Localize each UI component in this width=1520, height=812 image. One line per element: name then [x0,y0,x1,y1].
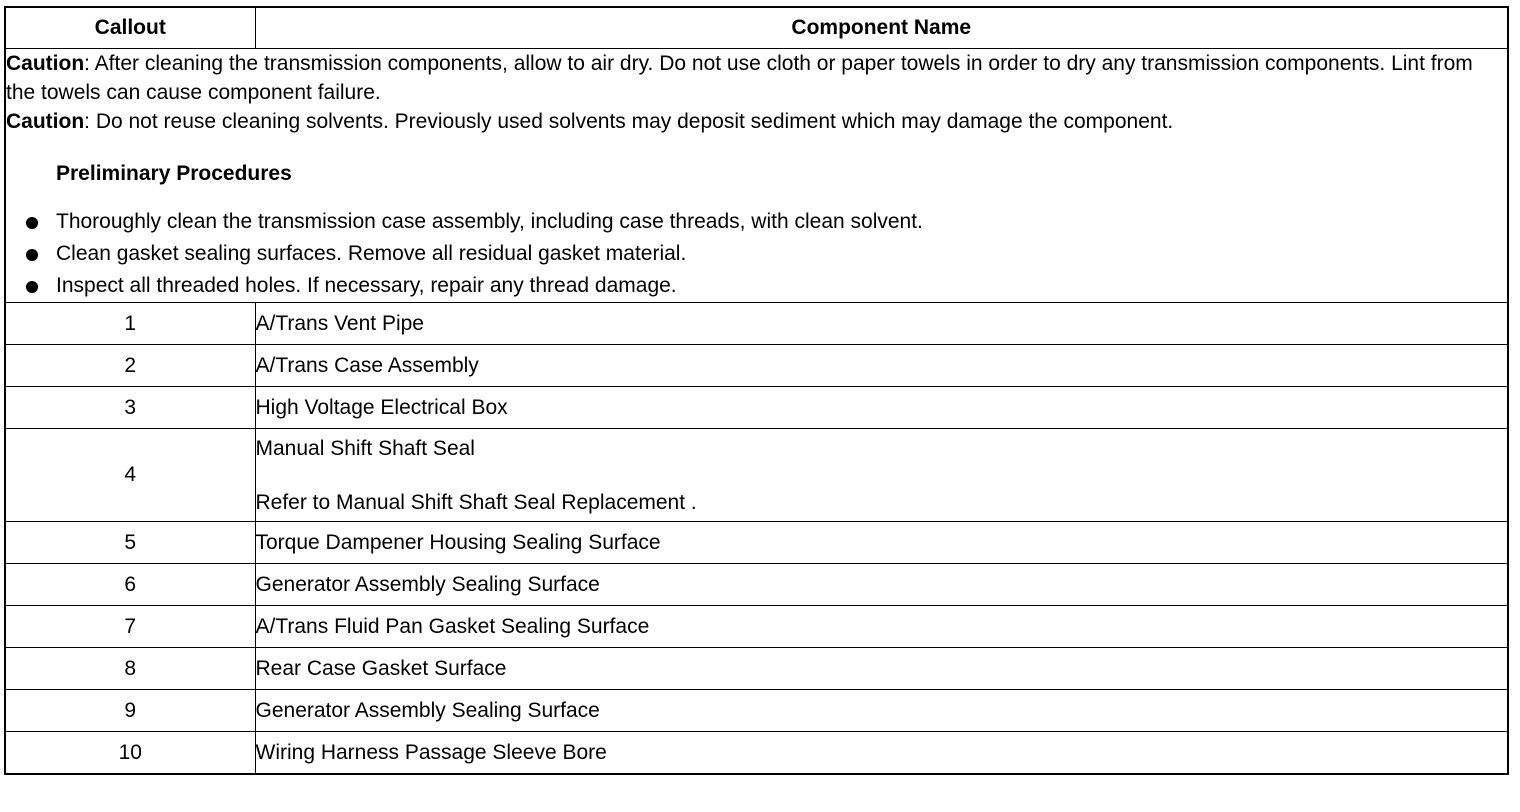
callout-cell: 7 [5,606,255,648]
table-row [5,429,1508,522]
component-name-cell: Rear Case Gasket Surface [255,648,1508,690]
callout-cell: 6 [5,564,255,606]
component-name-cell: A/Trans Case Assembly [255,345,1508,387]
component-name-cell [255,429,1508,522]
callout-cell: 10 [5,732,255,775]
component-name-cell: High Voltage Electrical Box [255,387,1508,429]
bullet-icon [26,281,38,293]
component-name-cell: A/Trans Fluid Pan Gasket Sealing Surface [255,606,1508,648]
bullet-icon [26,249,38,261]
caution-text: : Do not reuse cleaning solvents. Previously used solvents may deposit sediment which may damage the component. [84,110,1174,133]
caution-note [6,107,1507,136]
notes-cell [5,49,1508,303]
procedure-reference-link[interactable]: Refer to Manual Shift Shaft Seal Replacement . [255,491,697,514]
callout-cell: 8 [5,648,255,690]
caution-label: Caution [6,52,85,75]
callout-cell: 4 [5,429,255,522]
table-row [5,648,1508,690]
caution-note [6,49,1507,107]
callout-cell: 3 [5,387,255,429]
list-item [6,238,1507,270]
notes-row [5,49,1508,303]
list-item [6,270,1507,302]
component-name-text: Manual Shift Shaft Seal [255,437,475,460]
callout-cell: 9 [5,690,255,732]
component-name-cell: Wiring Harness Passage Sleeve Bore [255,732,1508,775]
table-header-row [5,7,1508,49]
callout-column-header: Callout [5,7,255,49]
list-item-text: Inspect all threaded holes. If necessary, repair any thread damage. [56,274,677,297]
component-name-cell: Generator Assembly Sealing Surface [255,690,1508,732]
callout-cell: 1 [5,303,255,345]
table-row [5,522,1508,564]
component-name-cell: Generator Assembly Sealing Surface [255,564,1508,606]
table-row [5,303,1508,345]
table-row [5,564,1508,606]
caution-text: : After cleaning the transmission components, allow to air dry. Do not use cloth or paper towels in order to dry any transmission components. Lint from the towels can cause component failure. [6,52,1473,104]
component-table [4,6,1509,775]
table-row [5,345,1508,387]
table-row [5,690,1508,732]
table-row [5,606,1508,648]
component-name-cell: Torque Dampener Housing Sealing Surface [255,522,1508,564]
caution-label: Caution [6,110,85,133]
component-name-column-header: Component Name [255,7,1508,49]
table-row [5,387,1508,429]
callout-cell: 2 [5,345,255,387]
preliminary-procedures-list [6,206,1507,302]
preliminary-procedures-heading: Preliminary Procedures [56,162,292,185]
callout-cell: 5 [5,522,255,564]
component-name-cell: A/Trans Vent Pipe [255,303,1508,345]
list-item [6,206,1507,238]
bullet-icon [26,217,38,229]
list-item-text: Clean gasket sealing surfaces. Remove all residual gasket material. [56,242,687,265]
table-row [5,732,1508,775]
list-item-text: Thoroughly clean the transmission case assembly, including case threads, with clean solvent. [56,210,923,233]
